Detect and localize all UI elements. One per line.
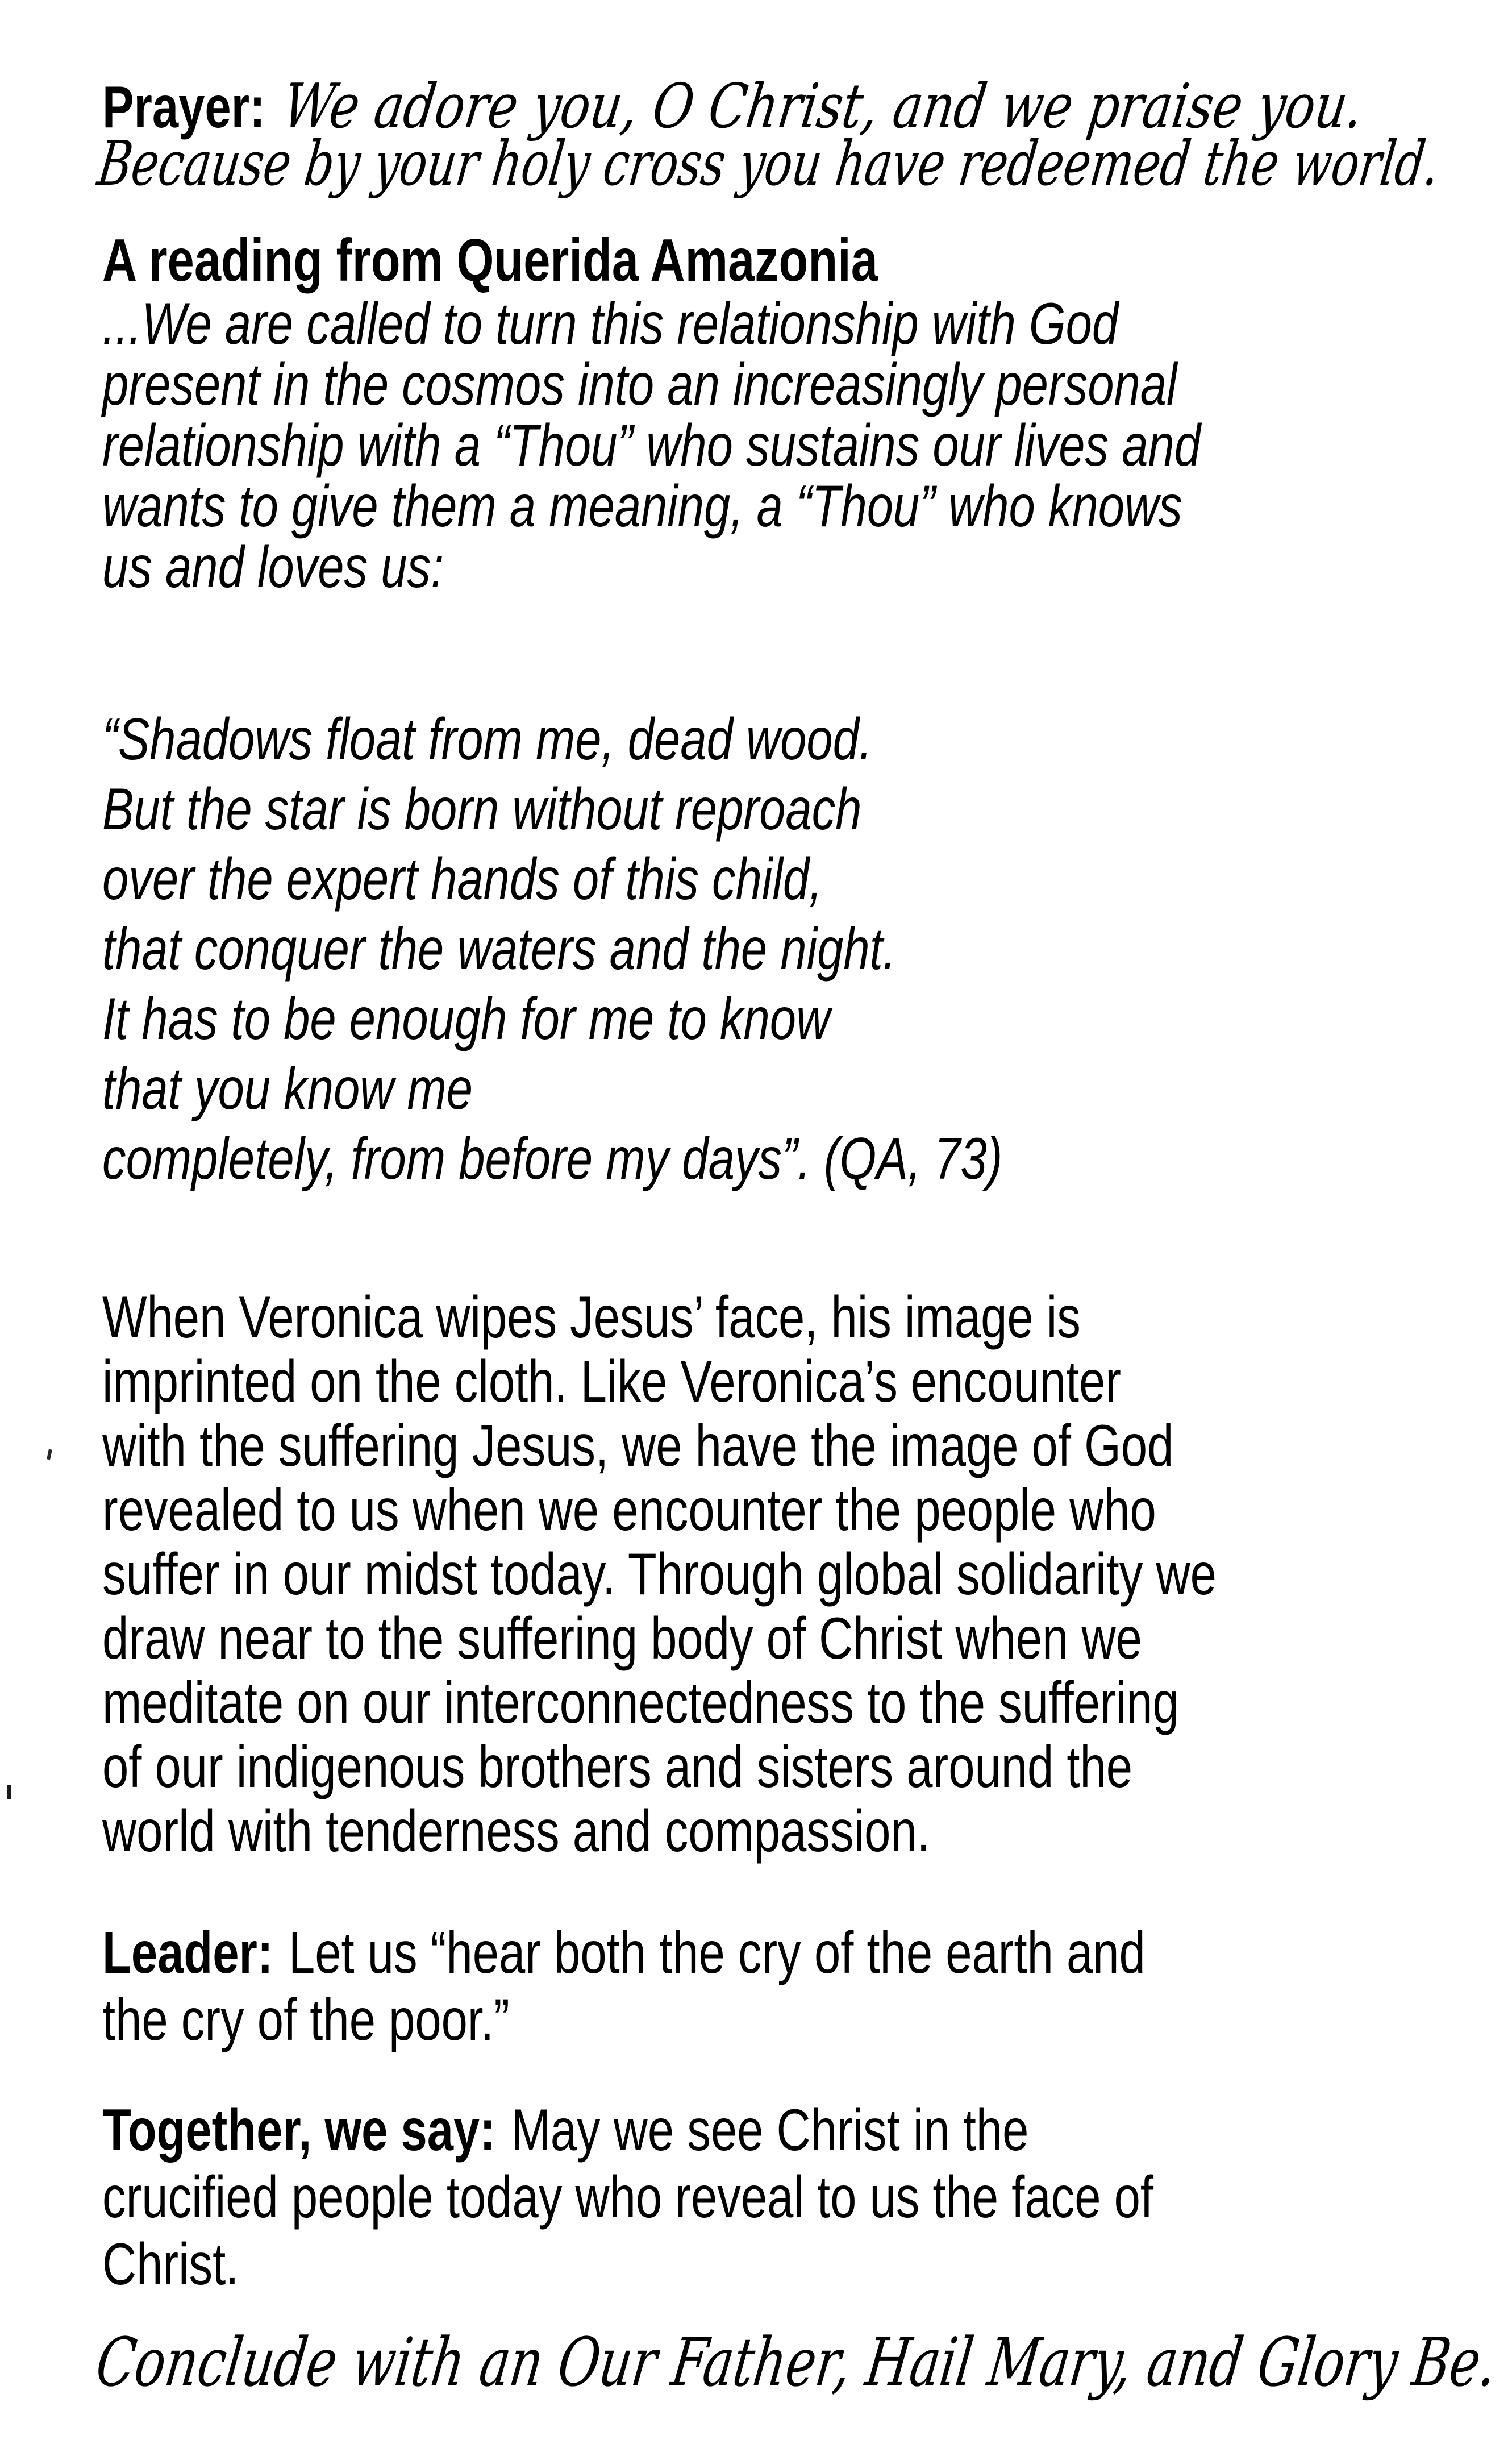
leader-text-1: Let us “hear both the cry of the earth and xyxy=(289,1920,1146,1986)
reading-line: wants to give them a meaning, a “Thou” who knows xyxy=(102,473,1182,539)
leader-line-1 xyxy=(102,1919,1162,1986)
reflection-line: When Veronica wipes Jesus’ face, his image is xyxy=(102,1285,1081,1350)
together-text-1: May we see Christ in the xyxy=(511,2097,1029,2163)
reading-line: ...We are called to turn this relationship with God xyxy=(102,291,1119,357)
poem-line: But the star is born without reproach xyxy=(102,776,862,842)
opening-prayer-line-1 xyxy=(102,71,1368,142)
reflection-paragraph xyxy=(102,1286,1427,1864)
together-response xyxy=(102,2097,1427,2298)
leader-line-2: the cry of the poor.” xyxy=(102,1987,510,2053)
scan-artifact xyxy=(7,1785,11,1799)
conclusion-rubric-block xyxy=(91,2322,1502,2402)
leader-label: Leader: xyxy=(102,1920,273,1986)
reading-excerpt xyxy=(102,291,1427,600)
reflection-line: suffer in our midst today. Through global solidarity we xyxy=(102,1541,1217,1607)
opening-prayer xyxy=(94,71,1444,200)
together-label: Together, we say: xyxy=(102,2097,496,2163)
reflection-line: meditate on our interconnectedness to the suffering xyxy=(102,1670,1179,1736)
leader-prayer xyxy=(102,1919,1427,2054)
reflection-line: imprinted on the cloth. Like Veronica’s encounter xyxy=(102,1349,1121,1415)
reading-line: relationship with a “Thou” who sustains our lives and xyxy=(102,413,1201,479)
together-line-2: crucified people today who reveal to us the face of xyxy=(102,2164,1154,2230)
together-line-3: Christ. xyxy=(102,2231,239,2297)
reflection-line: with the suffering Jesus, we have the image of God xyxy=(102,1413,1174,1479)
poem-line: “Shadows float from me, dead wood. xyxy=(102,706,873,772)
opening-prayer-script-1: We adore you, O Christ, and we praise you. xyxy=(278,71,1368,142)
reflection-line: draw near to the suffering body of Christ when we xyxy=(102,1606,1142,1672)
reading-heading-block xyxy=(102,227,1427,294)
reading-heading: A reading from Querida Amazonia xyxy=(102,227,878,294)
reflection-line: of our indigenous brothers and sisters around the xyxy=(102,1734,1133,1800)
poem-quote xyxy=(102,705,1427,1194)
scan-artifact xyxy=(47,1449,52,1460)
reflection-line: world with tenderness and compassion. xyxy=(102,1798,930,1864)
reflection-line: revealed to us when we encounter the people who xyxy=(102,1477,1156,1543)
reading-line: present in the cosmos into an increasingly personal xyxy=(102,352,1177,418)
together-line-1 xyxy=(102,2097,1162,2164)
opening-prayer-script-2: Because by your holy cross you have redeemed the world. xyxy=(94,128,1444,200)
poem-line: completely, from before my days”. (QA, 73) xyxy=(102,1126,1003,1192)
poem-line: It has to be enough for me to know xyxy=(102,986,831,1052)
poem-line: that conquer the waters and the night. xyxy=(102,916,896,982)
poem-line: over the expert hands of this child, xyxy=(102,846,823,912)
prayer-label: Prayer: xyxy=(102,74,265,140)
conclusion-rubric: Conclude with an Our Father, Hail Mary, and Glory Be. xyxy=(91,2323,1502,2401)
reading-line: us and loves us: xyxy=(102,534,444,600)
poem-line: that you know me xyxy=(102,1056,473,1122)
